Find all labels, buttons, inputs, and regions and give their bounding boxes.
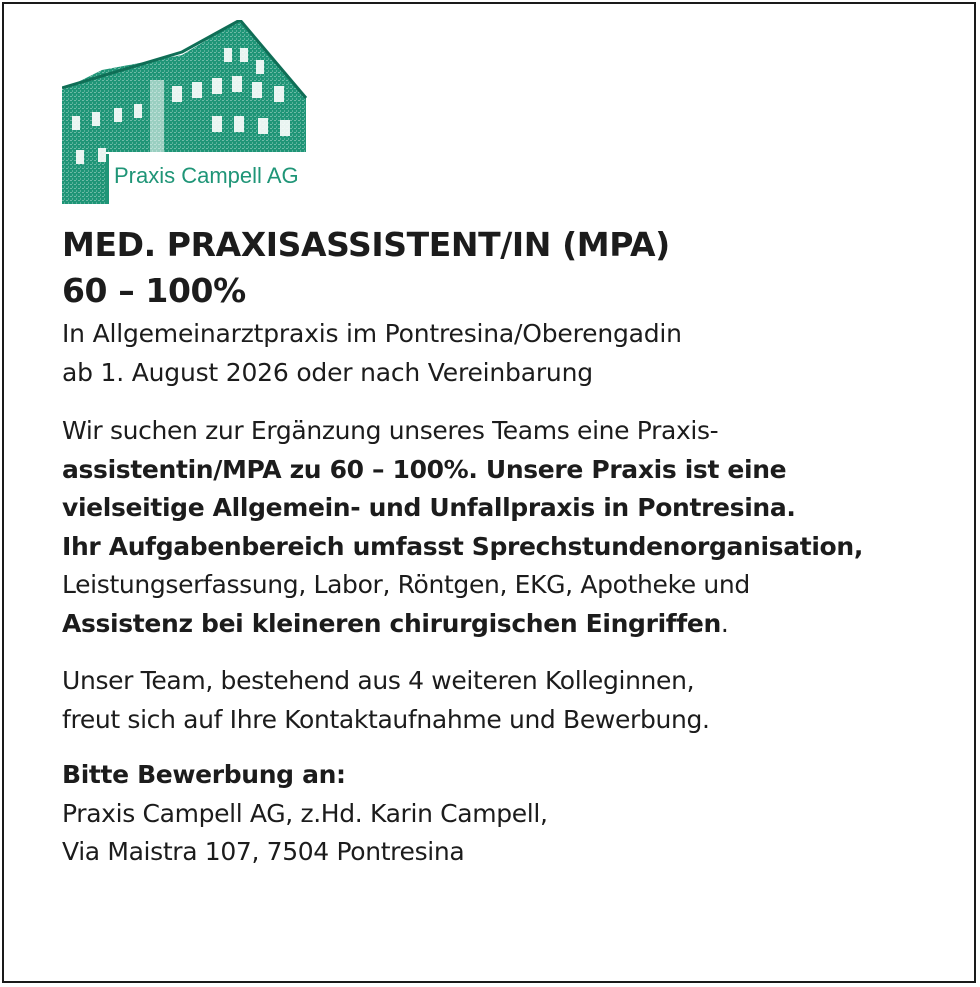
description-line: assistentin/MPA zu 60 – 100%. Unsere Praxis ist eine — [62, 454, 787, 484]
description-line — [62, 605, 952, 644]
description-line: Leistungserfassung, Labor, Röntgen, EKG, Apotheke und — [62, 570, 750, 599]
job-start-date: ab 1. August 2026 oder nach Vereinbarung — [62, 358, 593, 387]
description-line: vielseitige Allgemein- und Unfallpraxis in Pontresina. — [62, 493, 796, 522]
job-location: In Allgemeinarztpraxis im Pontresina/Oberengadin — [62, 319, 682, 348]
description-line: Ihr Aufgabenbereich umfasst Sprechstundenorganisation, — [62, 531, 863, 561]
building-logo-graphic — [62, 20, 312, 204]
description-line: Wir suchen zur Ergänzung unseres Teams eine Praxis- — [62, 416, 719, 445]
logo-company-name: Praxis Campell AG — [114, 163, 299, 188]
job-workload: 60 – 100% — [62, 271, 246, 310]
application-address-line: Via Maistra 107, 7504 Pontresina — [62, 837, 465, 866]
company-logo — [62, 20, 312, 204]
job-ad-content — [62, 222, 952, 872]
application-address-line: Praxis Campell AG, z.Hd. Karin Campell, — [62, 798, 548, 828]
application-heading: Bitte Bewerbung an: — [62, 760, 346, 789]
job-title: MED. PRAXISASSISTENT/IN (MPA) — [62, 225, 670, 264]
team-line: freut sich auf Ihre Kontaktaufnahme und Bewerbung. — [62, 704, 710, 734]
description-period: . — [720, 608, 729, 638]
description-bold-text: Assistenz bei kleineren chirurgischen Eingriffen — [62, 608, 721, 638]
team-line: Unser Team, bestehend aus 4 weiteren Kolleginnen, — [62, 666, 695, 695]
